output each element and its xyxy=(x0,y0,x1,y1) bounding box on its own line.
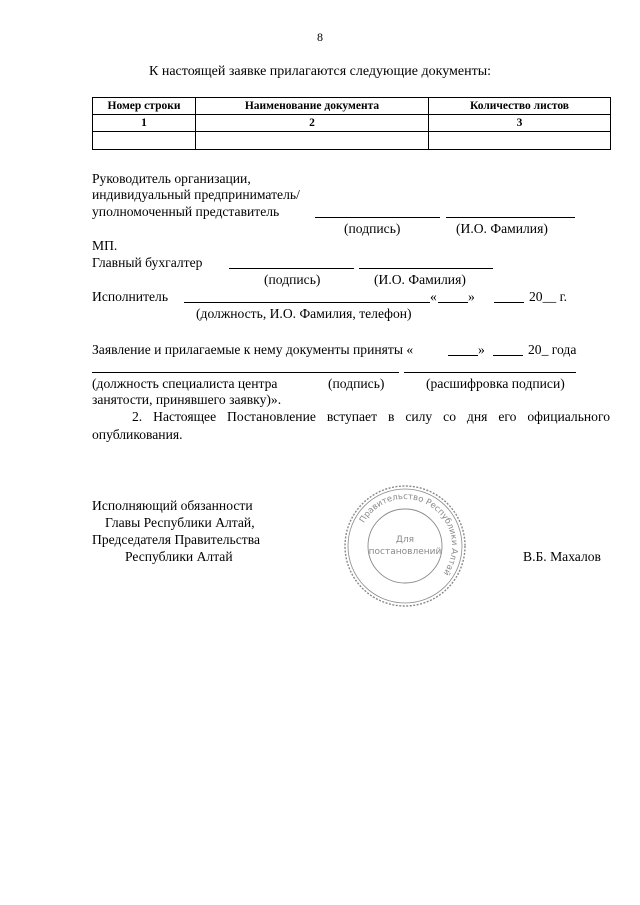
page-number: 8 xyxy=(317,30,323,44)
header-sheet-count: Количество листов xyxy=(429,98,611,115)
acceptance-year: 20_ года xyxy=(528,342,577,357)
acceptance-caption-tail: занятости, принявшего заявку)». xyxy=(92,392,282,407)
table-cell xyxy=(429,132,611,150)
chief-accountant-label: Главный бухгалтер xyxy=(92,255,203,270)
header-row-number: Номер строки xyxy=(93,98,196,115)
signer-name: В.Б. Махалов xyxy=(523,549,601,564)
stamp-place-label: МП. xyxy=(92,238,118,253)
executor-year: 20__ г. xyxy=(529,289,568,304)
stamp-ring-text: Правительство Республики Алтай xyxy=(357,491,460,578)
decree-line-2: опубликования. xyxy=(92,427,183,442)
head-line-3: уполномоченный представитель xyxy=(92,204,280,219)
signer-line-2: Главы Республики Алтай, xyxy=(105,515,255,530)
official-stamp xyxy=(343,484,467,608)
head-line-2: индивидуальный предприниматель/ xyxy=(92,187,300,202)
column-number-3: 3 xyxy=(429,115,611,132)
head-name-line xyxy=(446,217,575,218)
head-sign-caption: (подпись) xyxy=(344,221,401,236)
stamp-inner-ring xyxy=(348,489,462,603)
stamp-center-line-1: Для xyxy=(395,535,415,545)
head-signature-line xyxy=(315,217,440,218)
decree-line-1: 2. Настоящее Постановление вступает в силу со дня его официального xyxy=(132,409,610,424)
acceptance-day-line xyxy=(448,355,478,356)
executor-label: Исполнитель xyxy=(92,289,169,304)
accountant-signature-line xyxy=(229,268,354,269)
header-document-name: Наименование документа xyxy=(196,98,429,115)
executor-date-open: « xyxy=(430,289,437,304)
acceptance-position-line xyxy=(92,372,399,373)
signer-line-4: Республики Алтай xyxy=(125,549,233,564)
table-cell xyxy=(93,132,196,150)
accountant-name-caption: (И.О. Фамилия) xyxy=(374,272,466,287)
acceptance-month-line xyxy=(493,355,523,356)
table-cell xyxy=(196,132,429,150)
stamp-outer-ring xyxy=(345,486,465,606)
head-name-caption: (И.О. Фамилия) xyxy=(456,221,548,236)
executor-date-close: » xyxy=(468,289,475,304)
acceptance-text: Заявление и прилагаемые к нему документы приняты « xyxy=(92,342,414,357)
stamp-center-line-2: постановлений xyxy=(368,547,442,557)
head-line-1: Руководитель организации, xyxy=(92,171,251,186)
accountant-name-line xyxy=(359,268,493,269)
accountant-sign-caption: (подпись) xyxy=(264,272,321,287)
acceptance-position-caption: (должность специалиста центра xyxy=(92,376,278,391)
acceptance-name-caption: (расшифровка подписи) xyxy=(426,376,565,391)
table-number-row xyxy=(93,115,611,132)
stamp-center-ring xyxy=(368,509,442,583)
acceptance-name-line xyxy=(404,372,576,373)
decree-paragraph xyxy=(92,408,610,444)
acceptance-sign-caption: (подпись) xyxy=(328,376,385,391)
table-row xyxy=(93,132,611,150)
signer-line-1: Исполняющий обязанности xyxy=(92,498,253,513)
executor-month-line xyxy=(494,302,524,303)
acceptance-close: » xyxy=(478,342,485,357)
executor-details-line xyxy=(184,302,430,303)
column-number-2: 2 xyxy=(196,115,429,132)
executor-caption: (должность, И.О. Фамилия, телефон) xyxy=(196,306,412,321)
executor-day-line xyxy=(438,302,468,303)
table-header-row xyxy=(93,98,611,115)
documents-table xyxy=(92,97,611,150)
column-number-1: 1 xyxy=(93,115,196,132)
signer-line-3: Председателя Правительства xyxy=(92,532,260,547)
intro-text: К настоящей заявке прилагаются следующие документы: xyxy=(149,64,491,79)
